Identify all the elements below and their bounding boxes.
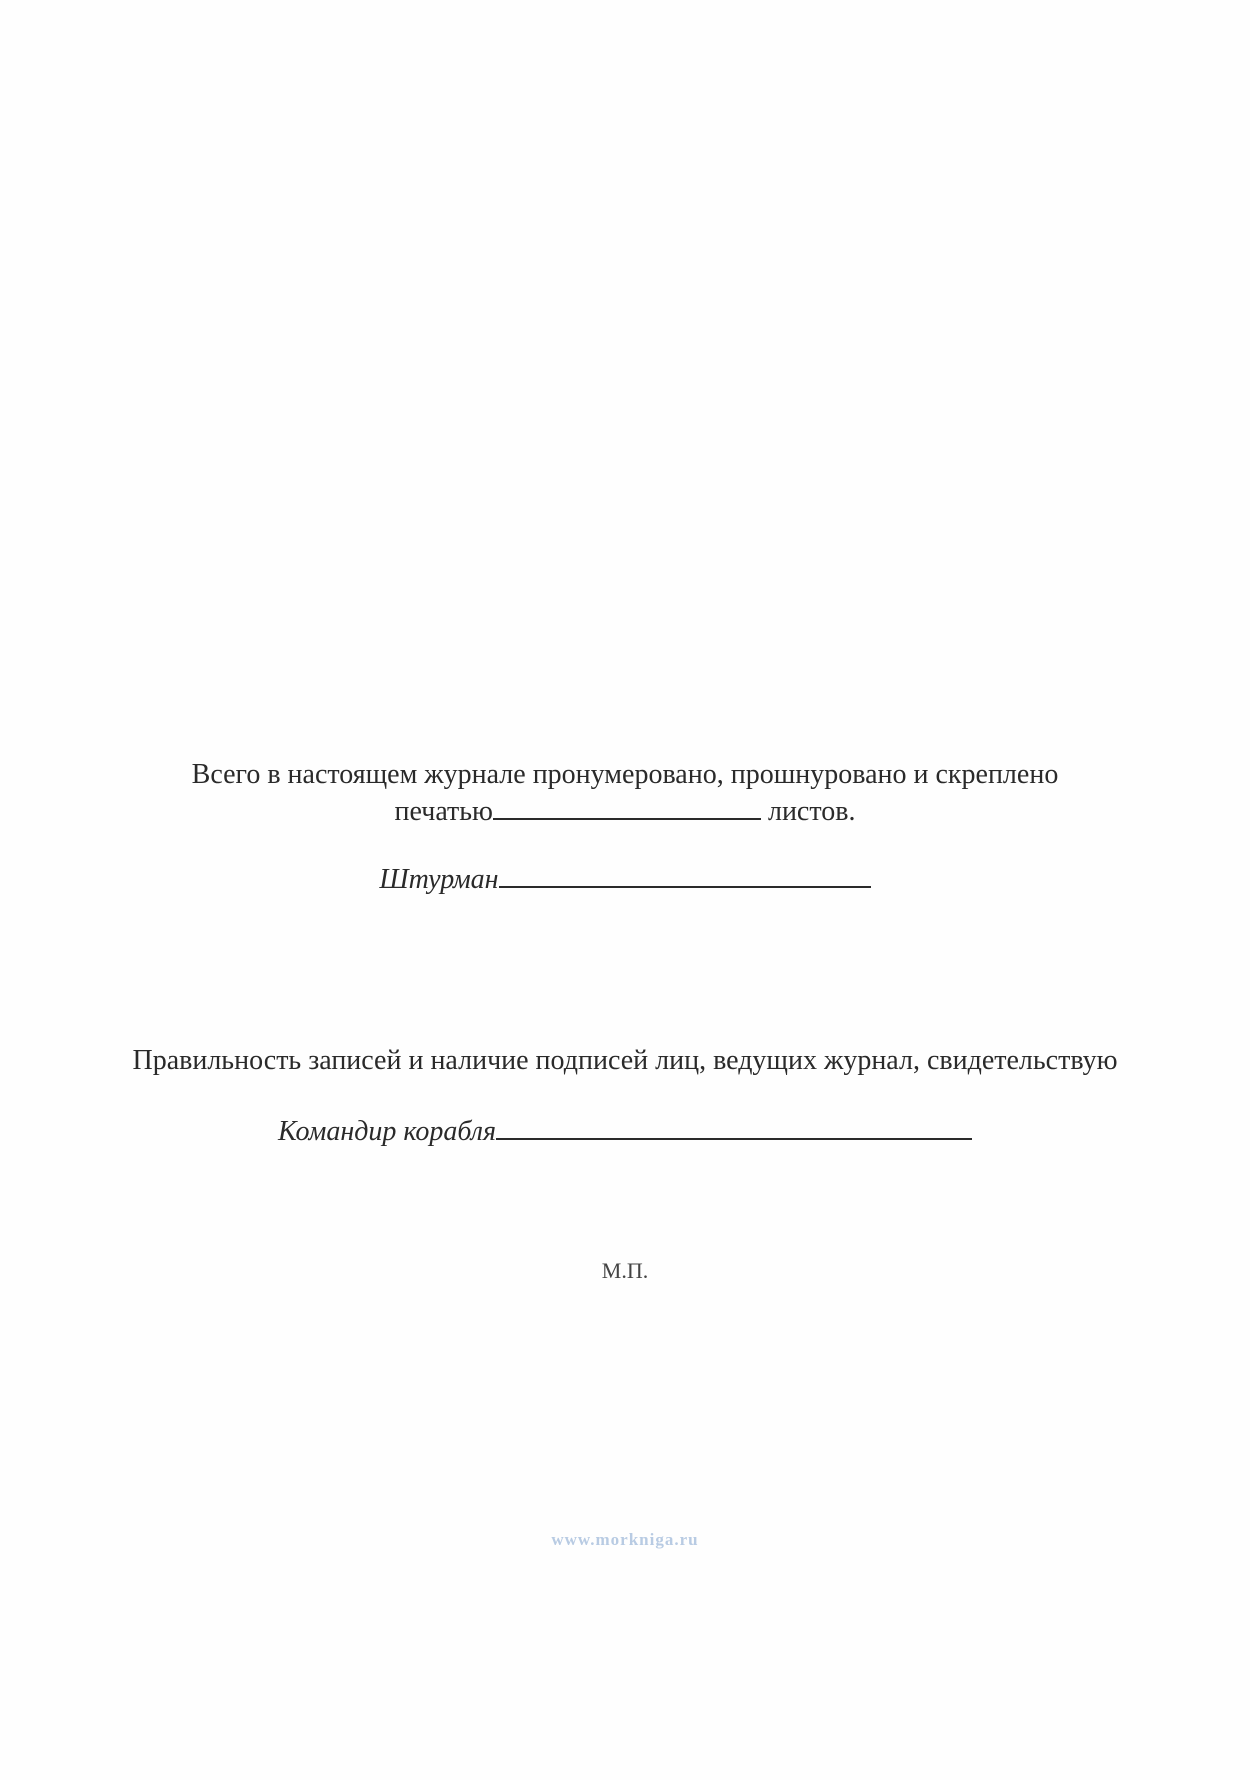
verification-text: Правильность записей и наличие подписей лиц, ведущих журнал, свидетельствую xyxy=(132,1045,1118,1076)
navigator-signature-field[interactable] xyxy=(499,862,871,888)
navigator-signature-line xyxy=(0,862,1250,897)
certification-line-1 xyxy=(0,758,1250,792)
seal-word: печатью xyxy=(394,796,493,827)
captain-signature-line xyxy=(0,1114,1250,1149)
captain-signature-field[interactable] xyxy=(496,1114,972,1140)
sheets-word: листов. xyxy=(767,796,856,827)
seal-label: М.П. xyxy=(601,1258,649,1283)
navigator-label: Штурман xyxy=(379,864,499,895)
verification-line xyxy=(0,1044,1250,1078)
captain-label: Командир корабля xyxy=(277,1116,497,1147)
watermark-line xyxy=(0,1520,1250,1557)
sheet-count-field[interactable] xyxy=(493,794,761,820)
certification-line-2 xyxy=(0,794,1250,829)
certification-text: Всего в настоящем журнале пронумеровано, прошнуровано и скреплено xyxy=(191,759,1059,790)
site-watermark: www.morkniga.ru xyxy=(551,1530,699,1549)
seal-place xyxy=(0,1254,1250,1288)
